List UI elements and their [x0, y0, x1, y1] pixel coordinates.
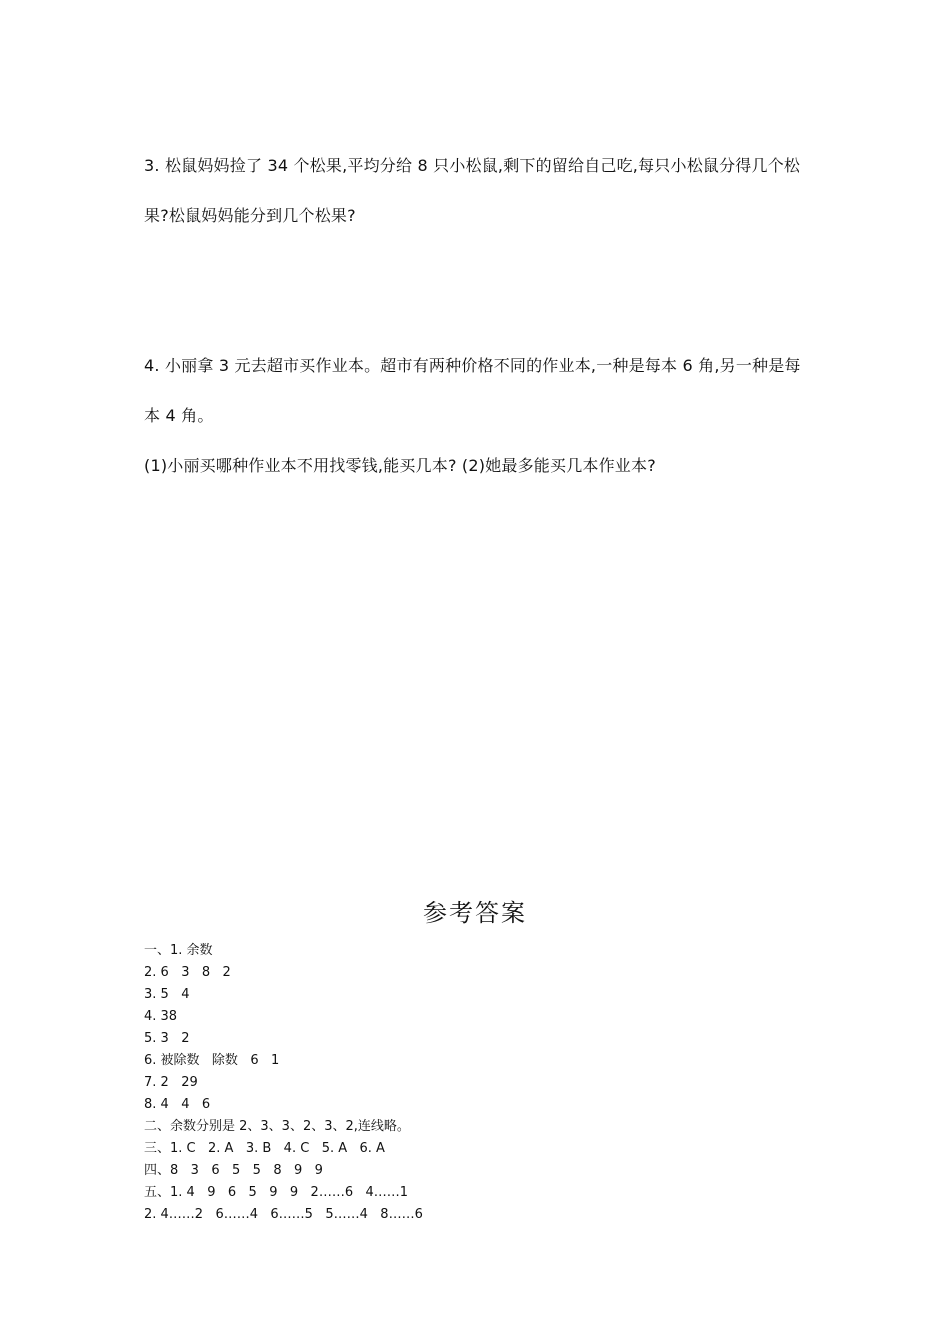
answer-line: 3. 5 4 [144, 987, 190, 1002]
question-4-line-1: 4. 小丽拿 3 元去超市买作业本。超市有两种价格不同的作业本,一种是每本 6 角,另一种是每 [144, 356, 801, 375]
question-4-subquestions: (1)小丽买哪种作业本不用找零钱,能买几本? (2)她最多能买几本作业本? [144, 456, 656, 475]
answer-line: 6. 被除数 除数 6 1 [144, 1053, 280, 1068]
question-4-line-2: 本 4 角。 [144, 406, 214, 425]
answer-line: 二、余数分别是 2、3、3、2、3、2,连线略。 [144, 1119, 410, 1134]
answer-line: 2. 6 3 8 2 [144, 965, 231, 980]
answer-line: 8. 4 4 6 [144, 1097, 211, 1112]
answer-line: 四、8 3 6 5 5 8 9 9 [144, 1163, 323, 1178]
answer-line: 五、1. 4 9 6 5 9 9 2……6 4……1 [144, 1185, 409, 1200]
question-3-line-1: 3. 松鼠妈妈捡了 34 个松果,平均分给 8 只小松鼠,剩下的留给自己吃,每只小松鼠分得几个松 [144, 156, 801, 175]
answer-line: 三、1. C 2. A 3. B 4. C 5. A 6. A [144, 1141, 385, 1156]
answer-key-title: 参考答案 [423, 899, 527, 927]
question-3-line-2: 果?松鼠妈妈能分到几个松果? [144, 206, 356, 225]
answer-line: 4. 38 [144, 1009, 178, 1024]
answer-key-list [144, 940, 423, 1226]
answer-line: 2. 4……2 6……4 6……5 5……4 8……6 [144, 1207, 423, 1222]
answer-line: 7. 2 29 [144, 1075, 198, 1090]
answer-line: 一、1. 余数 [144, 943, 213, 958]
answer-line: 5. 3 2 [144, 1031, 190, 1046]
